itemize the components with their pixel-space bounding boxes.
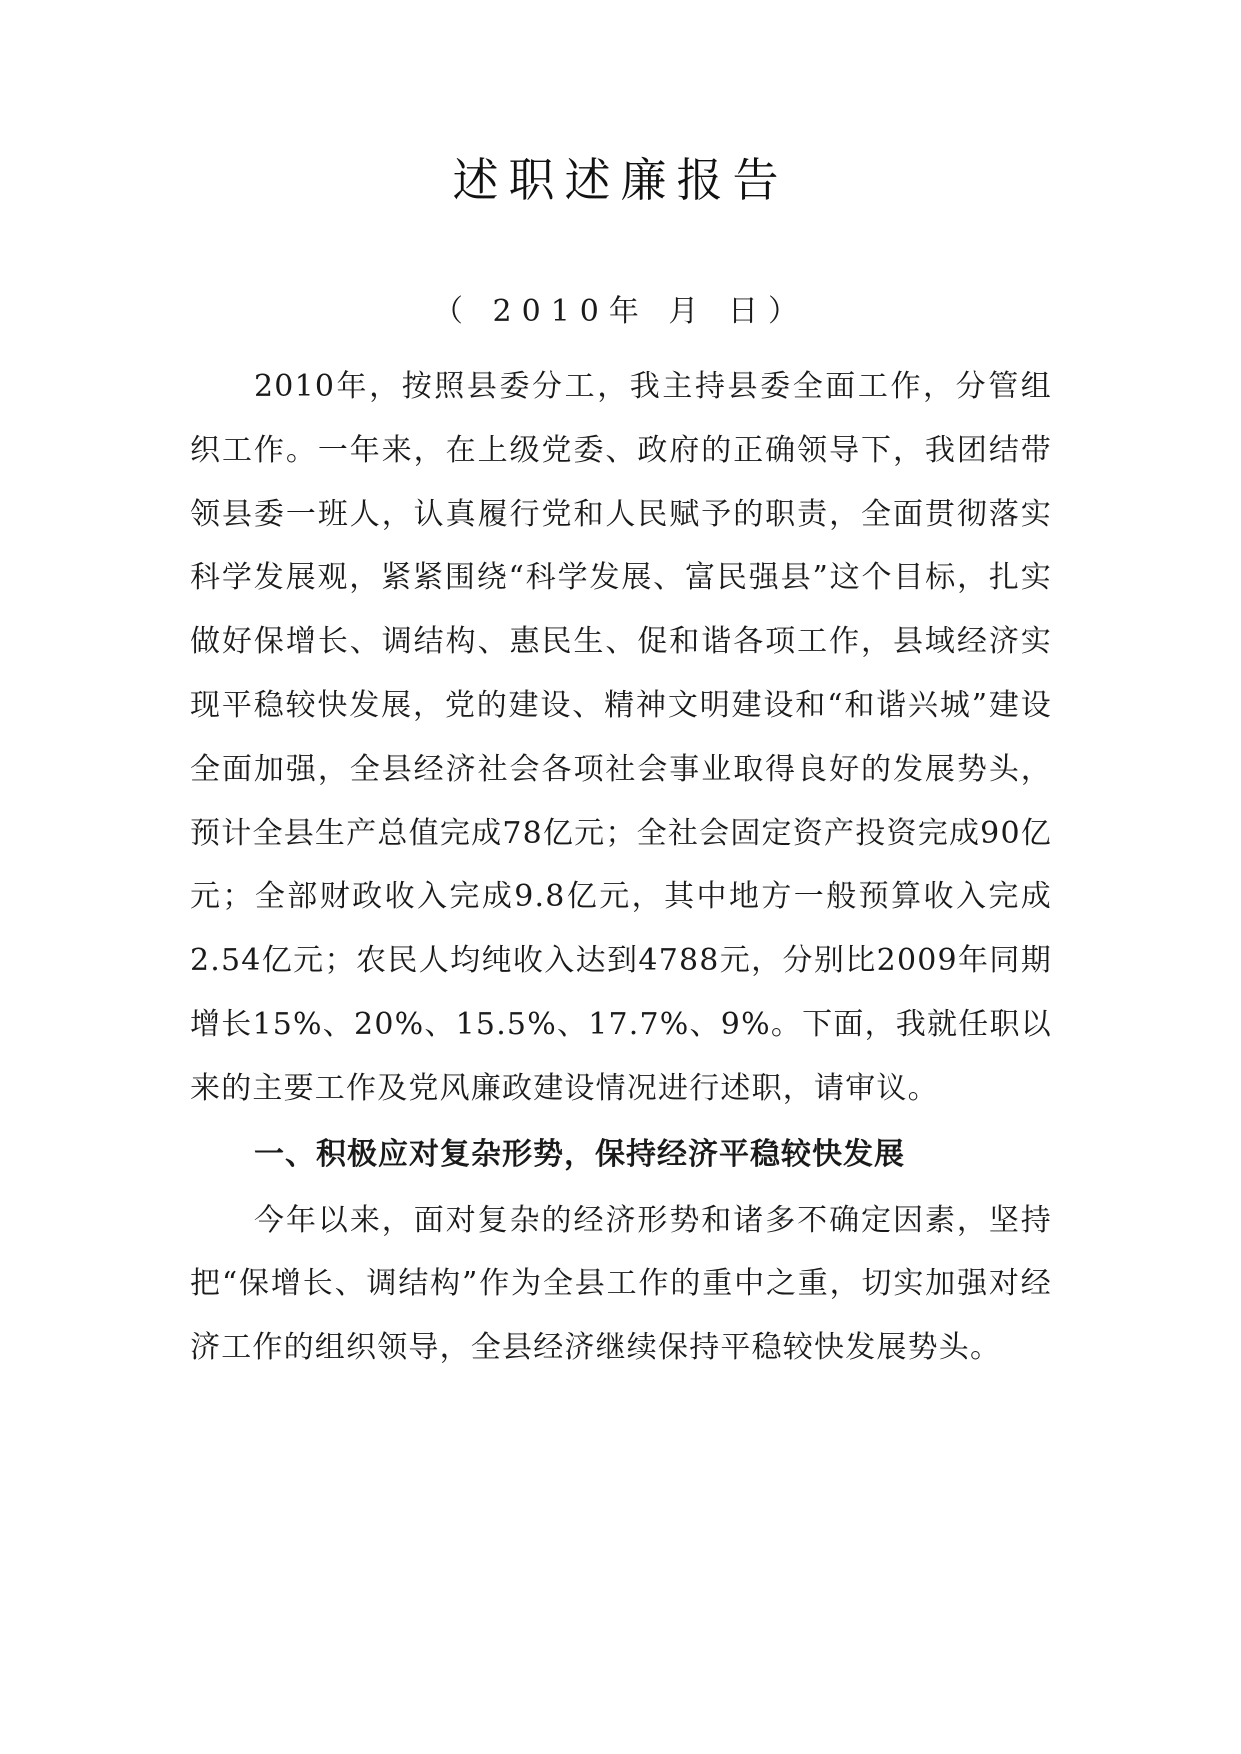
section-heading-1: 一、积极应对复杂形势，保持经济平稳较快发展 xyxy=(254,1136,905,1172)
body-paragraph-intro: 2010年，按照县委分工，我主持县委全面工作，分管组织工作。一年来，在上级党委、政府的正确领导下，我团结带领县委一班人，认真履行党和人民赋予的职责，全面贯彻落实科学发展观，紧紧围绕“科学发展、富民强县”这个目标，扎实做好保增长、调结构、惠民生、促和谐各项工作，县域经济实现平稳较快发展，党的建设、精神文明建设和“和谐兴城”建设全面加强，全县经济社会各项社会事业取得良好的发展势头，预计全县生产总值完成78亿元；全社会固定资产投资完成90亿元；全部财政收入完成9.8亿元，其中地方一般预算收入完成2.54亿元；农民人均纯收入达到4788元，分别比2009年同期增长15%、20%、15.5%、17.7%、9%。下面，我就任职以来的主要工作及党风廉政建设情况进行述职，请审议。 xyxy=(190,369,1052,1106)
document-title: 述职述廉报告 xyxy=(452,153,789,207)
document-date: （ 2010年 月 日） xyxy=(433,294,808,329)
body-paragraph-section-1: 今年以来，面对复杂的经济形势和诸多不确定因素，坚持把“保增长、调结构”作为全县工作的重中之重，切实加强对经济工作的组织领导，全县经济继续保持平稳较快发展势头。 xyxy=(190,1202,1052,1366)
document-body xyxy=(190,355,1052,1380)
